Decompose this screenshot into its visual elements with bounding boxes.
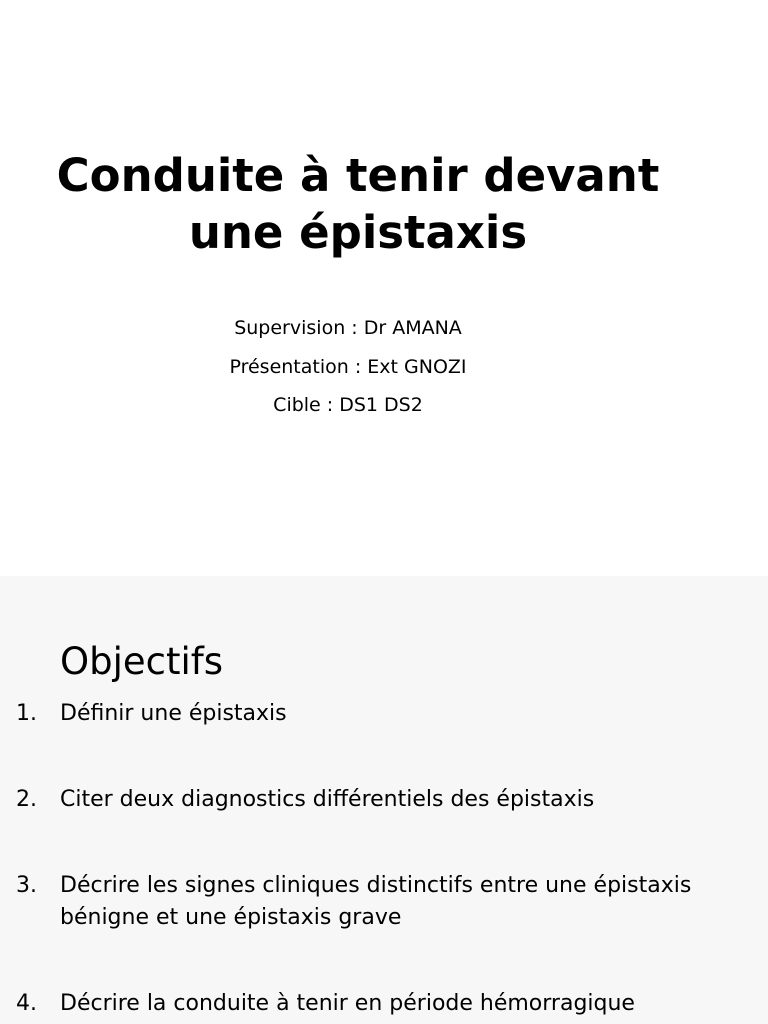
- objective-text: Décrire la conduite à tenir en période hémorragique: [60, 991, 635, 1016]
- objectives-slide: [0, 576, 768, 1024]
- objective-item: [16, 988, 756, 1020]
- objective-item: [16, 698, 756, 730]
- title-line-1: Conduite à tenir devant: [56, 149, 660, 202]
- presentation-subtitle: [0, 309, 696, 425]
- presentation-title: [0, 147, 716, 261]
- supervision-line: Supervision : Dr AMANA: [234, 317, 462, 339]
- objective-text: Citer deux diagnostics différentiels des épistaxis: [60, 787, 595, 812]
- title-line-2: une épistaxis: [188, 206, 528, 259]
- objective-number: 4.: [16, 991, 37, 1016]
- objective-text: Décrire les signes cliniques distinctifs entre une épistaxis bénigne et une épistaxis grave: [60, 873, 692, 930]
- objective-number: 2.: [16, 787, 37, 812]
- presentation-line: Présentation : Ext GNOZI: [229, 355, 467, 378]
- objectives-heading: Objectifs: [60, 640, 224, 683]
- target-audience-line: Cible : DS1 DS2: [273, 394, 423, 416]
- objective-item: [16, 784, 756, 816]
- objective-number: 1.: [16, 701, 37, 726]
- objective-number: 3.: [16, 873, 37, 898]
- objective-text: Définir une épistaxis: [60, 701, 287, 726]
- objective-item: [16, 870, 756, 934]
